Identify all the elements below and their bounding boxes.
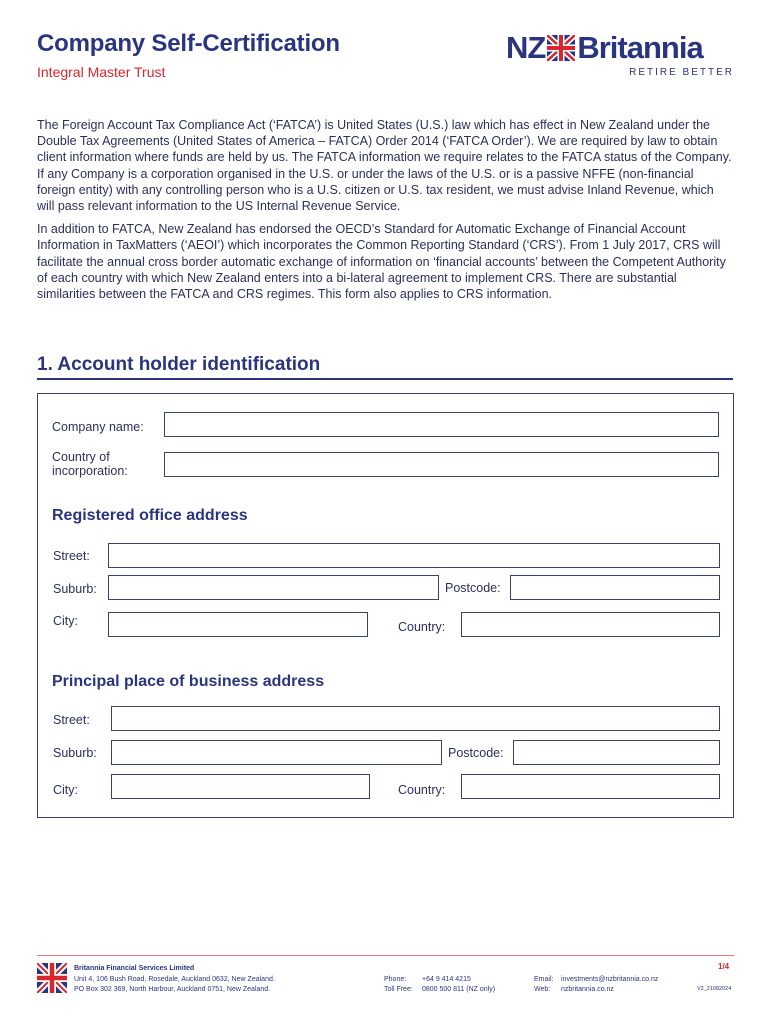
footer-phone-label: Phone: [384,976,407,983]
logo-nz-text: NZ [506,30,546,65]
country-incorporation-field[interactable] [164,452,719,477]
principal-city-label: City: [53,783,78,797]
principal-suburb-label: Suburb: [53,746,97,760]
registered-city-field[interactable] [108,612,368,637]
logo-tagline: RETIRE BETTER [629,67,734,78]
principal-street-field[interactable] [111,706,720,731]
page-subtitle: Integral Master Trust [37,64,166,80]
nz-uk-flag-icon [547,35,575,61]
principal-postcode-label: Postcode: [448,746,504,760]
footer-divider [37,955,734,956]
company-name-label: Company name: [52,420,144,434]
footer-email-link[interactable]: investments@nzbritannia.co.nz [561,976,659,983]
account-holder-form [37,393,734,818]
principal-city-field[interactable] [111,774,370,799]
country-incorporation-label [52,450,128,478]
section-title-account-holder: 1. Account holder identification [37,354,321,375]
registered-suburb-field[interactable] [108,575,439,600]
principal-street-label: Street: [53,713,90,727]
footer-tollfree-label: Toll Free: [384,986,413,993]
intro-paragraph-fatca: The Foreign Account Tax Compliance Act (‘FATCA’) is United States (U.S.) law which has effect in New Zealand under the Double Tax Agreements (United States of America – FATCA) Order 2014 (‘FATCA Order’). We are required by law to obtain client information where funds are held by us. The FATCA information we require relates to the FATCA status of the Company. If any Company is a corporation organised in the U.S. or under the laws of the U.S. or is a passive NFFE (non-financial foreign entity) with any controlling person who is a U.S. citizen or U.S. tax resident, we must advise Inland Revenue, which will pass relevant information to the US Internal Revenue Service. [37,118,732,214]
country-incorporation-label-line1: Country of [52,450,110,464]
intro-text [37,117,733,309]
intro-paragraph-crs: In addition to FATCA, New Zealand has endorsed the OECD’s Standard for Automatic Exchange of Financial Account Information in TaxMatters (‘AEOI’) which incorporates the Common Reporting Standard (‘CRS’). From 1 July 2017, CRS will facilitate the annual cross border automatic exchange of information on ‘financial accounts’ between the Competent Authority of each country with which New Zealand enters into a bi-lateral agreement to implement CRS. There are substantial similarities between the FATCA and CRS regimes. This form also applies to CRS information. [37,222,726,302]
footer-address-line2: PO Box 302 369, North Harbour, Auckland 0751, New Zealand. [74,986,271,993]
footer-phone-value: +64 9 414 4215 [422,976,471,983]
registered-postcode-label: Postcode: [445,581,501,595]
footer-address-line1: Unit 4, 106 Bush Road, Rosedale, Auckland 0632, New Zealand. [74,976,275,983]
country-incorporation-label-line2: incorporation: [52,464,128,478]
section-divider [37,378,733,380]
footer-web-link[interactable]: nzbritannia.co.nz [561,986,614,993]
principal-postcode-field[interactable] [513,740,720,765]
page-title: Company Self-Certification [37,30,340,57]
principal-country-label: Country: [398,783,446,797]
footer-email-label: Email: [534,976,554,983]
logo-brand-text: Britannia [577,30,703,65]
registered-office-heading: Registered office address [52,507,248,524]
registered-postcode-field[interactable] [510,575,720,600]
company-name-field[interactable] [164,412,719,437]
registered-city-label: City: [53,614,78,628]
page-number: 1/4 [718,962,730,971]
registered-country-label: Country: [398,620,446,634]
footer-company-name: Britannia Financial Services Limited [74,965,195,972]
union-flag-icon [37,963,67,993]
registered-street-field[interactable] [108,543,720,568]
principal-suburb-field[interactable] [111,740,442,765]
footer-tollfree-value: 0800 500 811 (NZ only) [422,986,496,993]
principal-country-field[interactable] [461,774,720,799]
footer-web-label: Web: [534,986,551,993]
registered-country-field[interactable] [461,612,720,637]
registered-suburb-label: Suburb: [53,582,97,596]
document-version: V2_21082024 [697,986,732,992]
registered-street-label: Street: [53,549,90,563]
principal-business-heading: Principal place of business address [52,673,325,690]
nz-britannia-logo [506,30,734,80]
